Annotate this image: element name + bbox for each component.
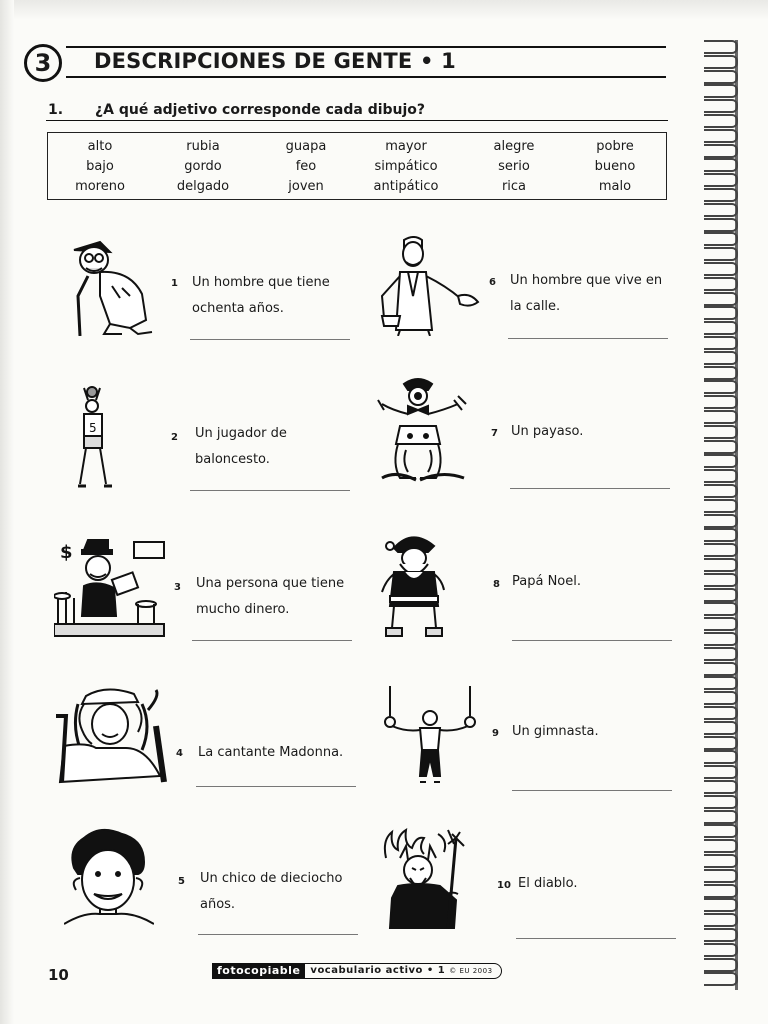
exercise-item [50, 828, 360, 943]
answer-line [516, 938, 676, 939]
exercise-number: 1. [48, 102, 64, 118]
binding-loop [704, 810, 738, 824]
word-bank-word: bajo [86, 159, 114, 174]
binding-loop [704, 662, 738, 676]
item-text-line2: años. [200, 897, 236, 912]
clown-icon [372, 374, 476, 490]
binding-loop [704, 750, 738, 764]
binding-loop [704, 188, 738, 202]
exercise-item [372, 686, 682, 801]
spiral-binding [704, 40, 744, 990]
singer-woman-icon [56, 686, 168, 790]
binding-loop [704, 55, 738, 69]
binding-loop [704, 40, 738, 54]
item-number: 8 [493, 579, 500, 590]
binding-loop [704, 306, 738, 320]
binding-loop [704, 173, 738, 187]
item-number: 6 [489, 277, 496, 288]
binding-loop [704, 676, 738, 690]
item-text-line1: Papá Noel. [512, 574, 581, 589]
binding-loop [704, 972, 738, 986]
word-bank-word: serio [498, 159, 530, 174]
binding-loop [704, 366, 738, 380]
word-bank-column [254, 137, 358, 197]
binding-loop [704, 691, 738, 705]
binding-loop [704, 928, 738, 942]
word-bank-word: mayor [385, 139, 427, 154]
binding-loop [704, 602, 738, 616]
binding-loop [704, 721, 738, 735]
word-bank-word: antipático [373, 179, 439, 194]
binding-loop [704, 114, 738, 128]
exercise-item [372, 828, 682, 943]
binding-loop [704, 839, 738, 853]
binding-loop [704, 632, 738, 646]
question-rule [46, 120, 668, 121]
binding-loop [704, 943, 738, 957]
page-number: 10 [48, 966, 69, 984]
word-bank-column [462, 137, 566, 197]
item-number: 5 [178, 876, 185, 887]
word-bank-column [354, 137, 458, 197]
footer-book-title: vocabulario activo • 1 [310, 965, 446, 976]
word-bank-word: guapa [285, 139, 327, 154]
item-number: 7 [491, 428, 498, 439]
footer-book [305, 963, 501, 979]
word-bank-word: pobre [596, 139, 634, 154]
word-bank-column [563, 137, 667, 197]
footer-tag: fotocopiable [212, 963, 305, 979]
binding-loop [704, 292, 738, 306]
item-number: 2 [171, 432, 178, 443]
word-bank-word: alegre [493, 139, 535, 154]
answer-line [512, 640, 672, 641]
binding-loop [704, 144, 738, 158]
word-bank-word: moreno [75, 179, 125, 194]
item-number: 1 [171, 278, 178, 289]
item-text-line1: Un hombre que vive en [510, 273, 663, 288]
item-number: 10 [497, 880, 511, 891]
title-rule-bottom [66, 76, 666, 78]
binding-loop [704, 854, 738, 868]
exercise-item [50, 686, 360, 801]
word-bank-word: malo [598, 179, 632, 194]
answer-line [512, 790, 672, 791]
old-man-with-cane-icon [60, 236, 160, 340]
binding-loop [704, 884, 738, 898]
word-bank-word: rubia [186, 139, 220, 154]
item-text-line1: El diablo. [518, 876, 578, 891]
exercise-item [372, 534, 682, 649]
binding-loop [704, 543, 738, 557]
footer-copyright: © EU 2003 [449, 967, 493, 975]
item-text-line2: mucho dinero. [196, 602, 290, 617]
binding-loop [704, 218, 738, 232]
binding-loop [704, 351, 738, 365]
binding-loop [704, 380, 738, 394]
exercise-item [50, 384, 360, 499]
answer-line [190, 339, 350, 340]
answer-line [196, 786, 356, 787]
binding-loop [704, 958, 738, 972]
item-text-line1: La cantante Madonna. [198, 745, 344, 760]
binding-loop [704, 262, 738, 276]
binding-loop [704, 588, 738, 602]
binding-loop [704, 203, 738, 217]
unit-number-badge: 3 [24, 44, 62, 82]
rich-man-with-money-icon [54, 536, 170, 644]
santa-claus-icon [376, 534, 450, 642]
word-bank-word: gordo [184, 159, 222, 174]
word-bank-word: rica [501, 179, 527, 194]
item-text-line2: la calle. [510, 299, 561, 314]
binding-loop [704, 898, 738, 912]
word-bank-word: bueno [594, 159, 636, 174]
word-bank-word: feo [295, 159, 317, 174]
binding-loop [704, 913, 738, 927]
word-bank-column [48, 137, 152, 197]
binding-loop [704, 129, 738, 143]
word-bank-word: simpático [374, 159, 438, 174]
title-rule-top [66, 46, 666, 48]
item-text-line1: Un chico de dieciocho [200, 871, 343, 886]
basketball-player-icon [72, 386, 122, 494]
binding-loop [704, 558, 738, 572]
exercise-item [372, 232, 682, 347]
binding-loop [704, 514, 738, 528]
word-bank-word: joven [288, 179, 324, 194]
item-text-line2: baloncesto. [195, 452, 270, 467]
scan-shadow-left [0, 0, 14, 1024]
answer-line [192, 640, 352, 641]
exercise-question: ¿A qué adjetivo corresponde cada dibujo? [95, 102, 426, 118]
answer-line [198, 934, 358, 935]
binding-loop [704, 410, 738, 424]
answer-line [190, 490, 350, 491]
binding-loop [704, 795, 738, 809]
binding-loop [704, 869, 738, 883]
binding-loop [704, 484, 738, 498]
binding-loop [704, 647, 738, 661]
binding-loop [704, 780, 738, 794]
item-number: 4 [176, 748, 183, 759]
binding-loop [704, 824, 738, 838]
exercise-item [50, 534, 360, 649]
binding-loop [704, 765, 738, 779]
svg-text:$: $ [60, 542, 73, 563]
svg-text:5: 5 [89, 421, 97, 435]
item-text-line1: Un hombre que tiene [192, 275, 330, 290]
answer-line [508, 338, 668, 339]
binding-loop [704, 573, 738, 587]
binding-loop [704, 99, 738, 113]
binding-loop [704, 469, 738, 483]
word-bank-word: delgado [176, 179, 230, 194]
homeless-man-icon [374, 236, 482, 340]
item-text-line1: Una persona que tiene [196, 576, 345, 591]
devil-with-trident-icon [378, 828, 484, 936]
young-man-icon [64, 828, 154, 932]
item-number: 9 [492, 728, 499, 739]
binding-loop [704, 158, 738, 172]
binding-loop [704, 736, 738, 750]
binding-loop [704, 454, 738, 468]
scan-shadow-top [0, 0, 768, 20]
binding-loop [704, 336, 738, 350]
word-bank-word: alto [87, 139, 113, 154]
exercise-item [372, 374, 682, 492]
exercise-item [50, 232, 360, 347]
binding-loop [704, 440, 738, 454]
item-text-line1: Un gimnasta. [512, 724, 599, 739]
page-title: DESCRIPCIONES DE GENTE • 1 [94, 49, 456, 73]
binding-loop [704, 84, 738, 98]
binding-loop [704, 528, 738, 542]
binding-loop [704, 425, 738, 439]
binding-loop [704, 617, 738, 631]
binding-loop [704, 247, 738, 261]
binding-loop [704, 395, 738, 409]
binding-loop [704, 70, 738, 84]
item-text-line1: Un payaso. [511, 424, 584, 439]
binding-loop [704, 706, 738, 720]
word-bank-column [151, 137, 255, 197]
binding-loop [704, 277, 738, 291]
item-text-line2: ochenta años. [192, 301, 284, 316]
answer-line [510, 488, 670, 489]
item-text-line1: Un jugador de [195, 426, 287, 441]
footer-banner [212, 963, 502, 979]
binding-loop [704, 499, 738, 513]
gymnast-on-rings-icon [376, 686, 480, 794]
item-number: 3 [174, 582, 181, 593]
binding-loop [704, 232, 738, 246]
word-bank [47, 132, 667, 200]
binding-loop [704, 321, 738, 335]
